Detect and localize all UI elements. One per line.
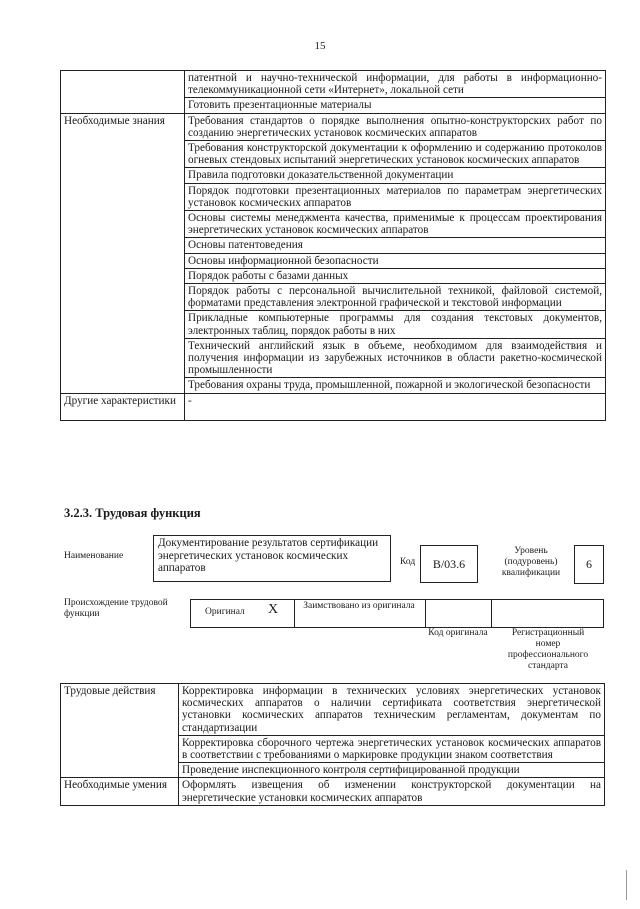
registration-number-caption: Регистрационный номер профессионального стандарта (507, 628, 589, 671)
knowledge-row-text: Требования стандартов о порядке выполнения опытно-конструкторских работ по созданию энергетических установок космических аппаратов (185, 113, 606, 140)
knowledge-row-text: Технический английский язык в объеме, необходимом для взаимодействия и получения информации из зарубежных источников в области ракетно-космической промышленности (185, 338, 606, 378)
level-label: Уровень (подуровень) квалификации (501, 546, 561, 578)
knowledge-row-text: Основы информационной безопасности (185, 253, 606, 268)
function-code-box (420, 545, 478, 583)
continuation-row-text: Готовить презентационные материалы (185, 98, 606, 113)
knowledge-row-text: Требования конструкторской документации к оформлению и содержанию протоколов огневых стендовых испытаний энергетических установок космических аппаратов (185, 141, 606, 168)
knowledge-row-text: Требования охраны труда, промышленной, пожарной и экологической безопасности (185, 378, 606, 393)
continuation-label-cell (61, 71, 185, 114)
qualification-level: 6 (586, 557, 592, 571)
action-row-text: Корректировка сборочного чертежа энергетических установок космических аппаратов в соответствии с требованиями о маркировке продукции знаком соответствия (179, 735, 605, 762)
function-code: B/03.6 (432, 557, 466, 571)
other-characteristics-value: - (185, 393, 606, 420)
knowledge-row-text: Основы патентоведения (185, 238, 606, 253)
knowledge-row-text: Порядок работы с базами данных (185, 268, 606, 283)
skill-row-text: Оформлять извещения об изменении конструкторской документации на энергетические установки космических аппаратов (179, 778, 605, 805)
knowledge-row-text: Правила подготовки доказательственной документации (185, 168, 606, 183)
borrowed-label: Заимствовано из оригинала (303, 601, 415, 611)
origin-label: Происхождение трудовой функции (64, 598, 168, 619)
knowledge-label: Необходимые знания (61, 113, 185, 393)
original-label: Оригинал (205, 607, 245, 617)
other-characteristics-label: Другие характеристики (61, 393, 185, 420)
actions-label: Трудовые действия (61, 684, 179, 778)
qualification-level-box (574, 545, 604, 584)
other-characteristics-row (61, 393, 606, 420)
name-label: Наименование (64, 551, 124, 561)
section-title: 3.2.3. Трудовая функция (64, 506, 201, 520)
function-name: Документирование результатов сертификации энергетических установок космических аппаратов (158, 537, 379, 574)
page-number: 15 (314, 40, 326, 52)
code-original-caption: Код оригинала (428, 628, 488, 638)
knowledge-row-text: Основы системы менеджмента качества, применимые к процессам проектирования энергетических установок космических аппаратов (185, 211, 606, 238)
knowledge-row-text: Порядок подготовки презентационных материалов по параметрам энергетических установок космических аппаратов (185, 183, 606, 210)
code-label: Код (400, 557, 416, 567)
function-name-box (153, 535, 391, 582)
knowledge-row (61, 113, 606, 140)
actions-table (60, 683, 605, 806)
continuation-row (61, 71, 606, 98)
action-row-text: Корректировка информации в технических условиях энергетических установок космических аппаратов о наличии сертификата соответствия энергетической установки космических аппаратов техническим регламентам, документам по стандартизации (179, 684, 605, 736)
action-row (61, 684, 605, 736)
skills-label: Необходимые умения (61, 778, 179, 805)
scan-edge-mark (626, 870, 627, 900)
knowledge-row-text: Прикладные компьютерные программы для создания текстовых документов, электронных таблиц, порядок работы в них (185, 311, 606, 338)
knowledge-table (60, 70, 606, 421)
knowledge-row-text: Порядок работы с персональной вычислительной техникой, файловой системой, форматами представления электронной графической и текстовой информации (185, 284, 606, 311)
continuation-row-text: патентной и научно-технической информации, для работы в информационно-телекоммуникационной сети «Интернет», локальной сети (185, 71, 606, 98)
skill-row (61, 778, 605, 805)
action-row-text: Проведение инспекционного контроля сертифицированной продукции (179, 763, 605, 778)
original-mark: X (268, 602, 279, 617)
